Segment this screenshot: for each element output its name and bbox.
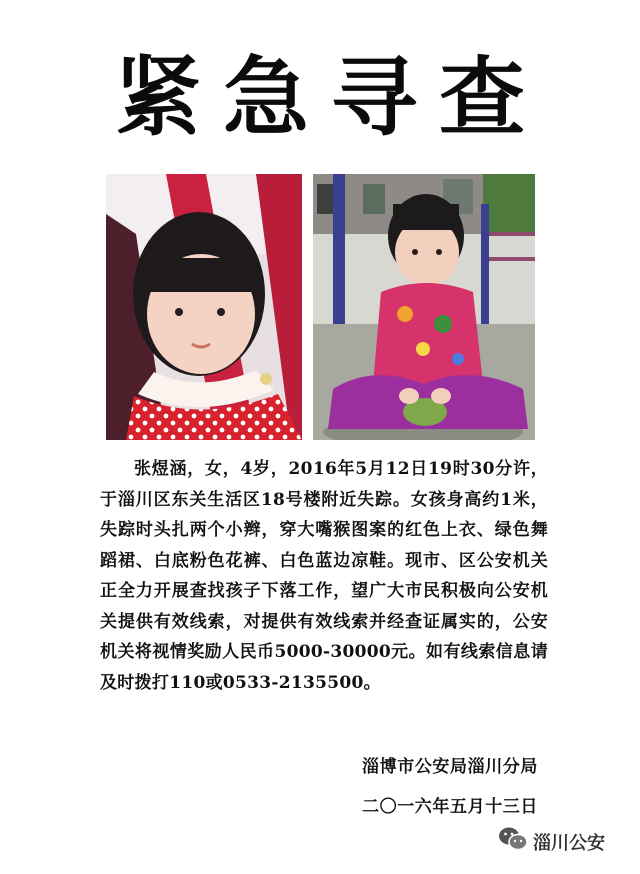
issue-date: 二〇一六年五月十三日 xyxy=(362,797,538,817)
missing-person-description xyxy=(100,454,548,698)
poster-title: 紧急寻查 xyxy=(115,48,547,148)
watermark-label: 淄川公安 xyxy=(533,832,605,854)
wechat-watermark xyxy=(498,826,605,857)
child-photo-closeup xyxy=(106,174,302,440)
issuing-authority: 淄博市公安局淄川分局 xyxy=(362,757,538,777)
wechat-icon xyxy=(498,826,528,857)
description-paragraph: 张煜涵，女，4岁，2016年5月12日19时30分许，于淄川区东关生活区18号楼附近失踪。女孩身高约1米，失踪时头扎两个小辫，穿大嘴猴图案的红色上衣、绿色舞蹈裙、白底粉色花裤、白色蓝边凉鞋。现市、区公安机关正全力开展查找孩子下落工作，望广大市民积极向公安机关提供有效线索，对提供有效线索并经查证属实的，公安机关将视情奖励人民币5000-30000元。如有线索信息请及时拨打110或0533-2135500。 xyxy=(100,459,548,693)
child-photo-fullbody xyxy=(313,174,535,440)
